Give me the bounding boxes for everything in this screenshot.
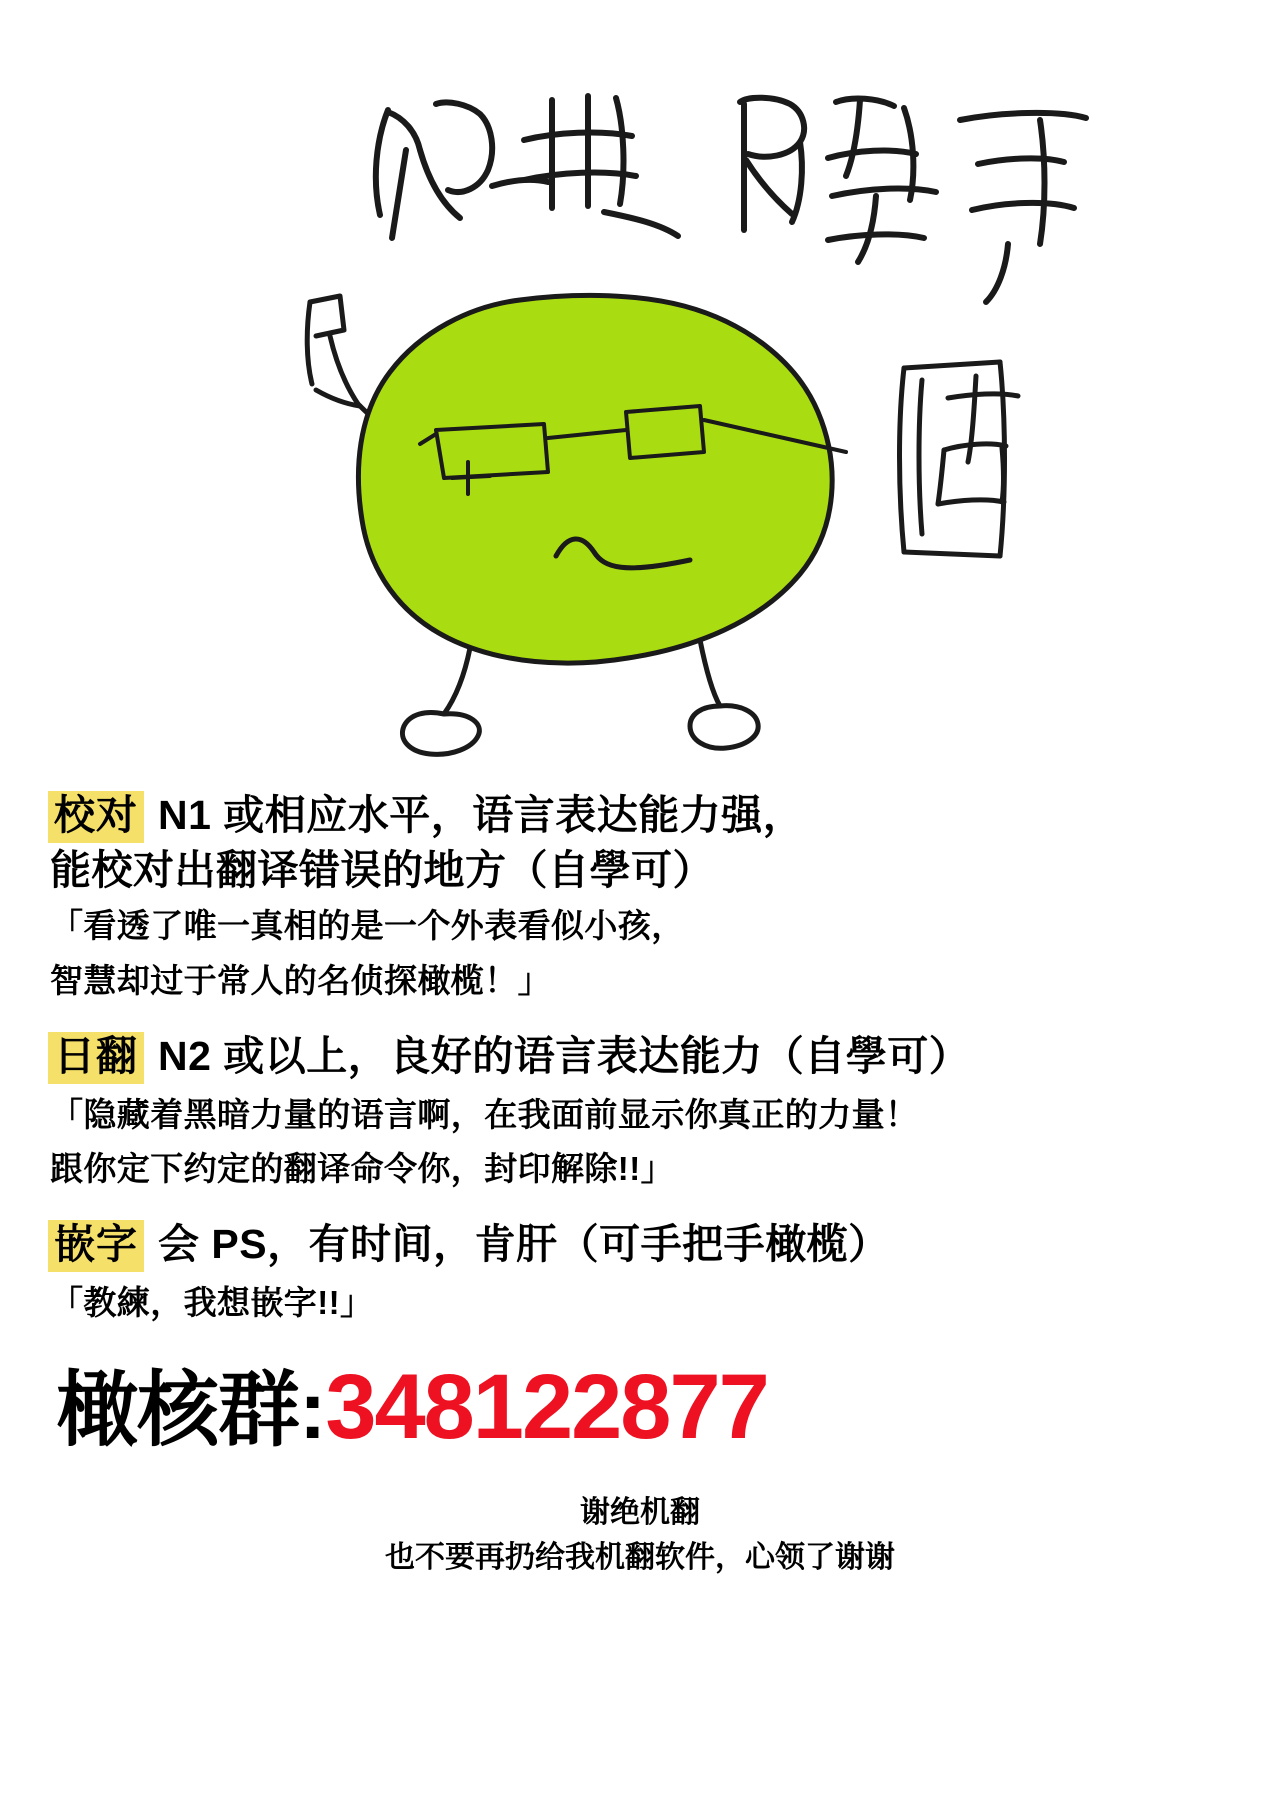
footer-line-1: 谢绝机翻 xyxy=(580,1496,700,1530)
section-typesetting xyxy=(48,1219,1230,1327)
footer-line-2: 也不要再扔给我机翻软件，心领了谢谢 xyxy=(385,1540,895,1574)
role-requirement-line2: 能校对出翻译错误的地方（自學可） xyxy=(50,846,714,893)
qq-group-line xyxy=(0,1356,1280,1459)
role-quote-line1: 「教練，我想嵌字!!」 xyxy=(50,1284,374,1322)
role-quote-line2: 跟你定下约定的翻译命令你，封印解除!!」 xyxy=(50,1150,674,1188)
handwritten-title-icon xyxy=(376,96,1086,302)
sign-board-icon xyxy=(900,362,1019,556)
section-head xyxy=(48,1219,1230,1272)
footer-note xyxy=(0,1493,1280,1578)
section-head xyxy=(48,1031,1230,1084)
mascot-drawing xyxy=(0,0,1280,790)
role-quote-line1: 「隐藏着黑暗力量的语言啊，在我面前显示你真正的力量！ xyxy=(50,1095,919,1133)
role-tag-japanese-translation: 日翻 xyxy=(48,1032,144,1084)
qq-group-number: 348122877 xyxy=(325,1356,768,1459)
role-requirement-line1: N1 或相应水平，语言表达能力强， xyxy=(158,792,805,838)
illustration xyxy=(0,0,1280,790)
role-requirement-line1: N2 或以上，良好的语言表达能力（自學可） xyxy=(158,1032,971,1079)
mascot-body-icon xyxy=(358,295,832,663)
role-requirement-line1: 会 PS，有时间，肯肝（可手把手橄榄） xyxy=(158,1221,890,1268)
role-tag-typesetting: 嵌字 xyxy=(48,1220,144,1272)
section-proofreading xyxy=(48,790,1230,1005)
section-japanese-translation xyxy=(48,1031,1230,1194)
role-quote-line2: 智慧却过于常人的名侦探橄榄！」 xyxy=(50,961,551,999)
requirement-sections xyxy=(0,790,1280,1327)
role-quote-line1: 「看透了唯一真相的是一个外表看似小孩， xyxy=(50,906,685,944)
qq-group-label: 橄核群: xyxy=(56,1365,326,1457)
section-head xyxy=(48,790,1230,843)
role-tag-proofreading: 校对 xyxy=(48,791,144,843)
